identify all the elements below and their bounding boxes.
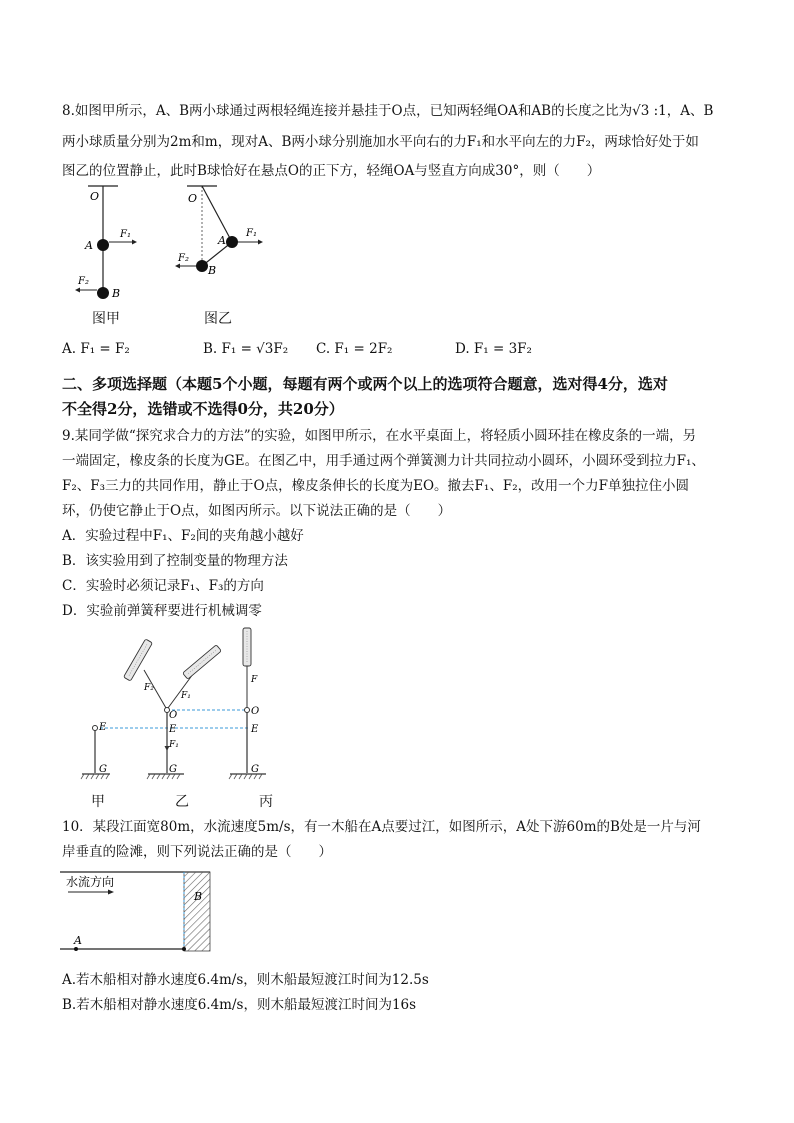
yi-label-f2: F₂ [178, 253, 189, 264]
q9-figures [80, 622, 280, 790]
q10-option-a: A.若木船相对静水速度6.4m/s，则木船最短渡江时间为12.5s [62, 972, 429, 988]
jia-label-a: A [85, 239, 93, 252]
q8-line-3: 图乙的位置静止，此时B球恰好在悬点O的正下方，轻绳OA与竖直方向成30°，则（ ） [62, 163, 601, 179]
yi-label-f1-down: F₁ [169, 740, 179, 750]
q10-option-b: B.若木船相对静水速度6.4m/s，则木船最短渡江时间为16s [62, 997, 417, 1013]
flow-direction-label: 水流方向 [66, 875, 115, 889]
yi-label-f1: F₁ [181, 691, 191, 701]
point-a [74, 947, 78, 951]
q9-line-2: 一端固定，橡皮条的长度为GE。在图乙中，用手通过两个弹簧测力计共同拉动小圆环，小圆环受到拉力F₁、 [62, 453, 705, 469]
bing-label-e: E [251, 724, 259, 735]
bing-label-f: F [251, 675, 258, 685]
jia-label-o: O [90, 190, 100, 203]
rapids-zone [184, 872, 210, 951]
yi-spring-scale-f2 [124, 639, 153, 681]
jia-label-f1: F₁ [120, 229, 131, 240]
q9-option-c: C．实验时必须记录F₁、F₃的方向 [62, 578, 264, 594]
yi-label-a: A [218, 234, 226, 247]
q9-line-1: 9.某同学做“探究求合力的方法”的实验，如图甲所示，在水平桌面上，将轻质小圆环挂在橡皮条的一端，另 [62, 428, 697, 444]
q8-option-c: C. F₁ = 2F₂ [316, 341, 393, 357]
q9-line-4: 环，仍使它静止于O点，如图丙所示。以下说法正确的是（ ） [62, 503, 452, 519]
q9-line-3: F₂、F₃三力的共同作用，静止于O点，橡皮条伸长的长度为EO。撤去F₁、F₂，改用一个力F单独拉住小圆 [62, 478, 689, 494]
yi-label-b: B [208, 264, 217, 277]
q8-figures [60, 180, 290, 305]
yi-label-g: G [169, 764, 177, 775]
yi-label-f1: F₁ [246, 228, 257, 239]
jia-ring [93, 726, 98, 731]
jia-ball-a [97, 239, 109, 251]
bing-ring [245, 708, 250, 713]
q9-option-a: A．实验过程中F₁、F₂间的夹角越小越好 [62, 528, 304, 544]
section2-header-line-2: 不全得2分，选错或不选得0分，共20分） [62, 400, 344, 418]
section2-header-line-1: 二、多项选择题（本题5个小题，每题有两个或两个以上的选项符合题意，选对得4分，选对 [62, 375, 668, 393]
label-a: A [74, 934, 82, 947]
yi-label-o: O [169, 710, 178, 721]
q8-option-b: B. F₁ = √3F₂ [203, 341, 289, 357]
q10-line-2: 岸垂直的险滩，则下列说法正确的是（ ） [62, 844, 332, 860]
yi-label-f2: F₂ [144, 683, 154, 693]
q8-line-1: 8.如图甲所示，A、B两小球通过两根轻绳连接并悬挂于O点，已知两轻绳OA和AB的长度之比为√3 :1，A、B [62, 103, 714, 119]
bing-label-o: O [251, 706, 260, 717]
yi-spring-scale-f1 [183, 645, 222, 679]
jia-label-g: G [99, 764, 107, 775]
bing-label-g: G [251, 764, 259, 775]
yi-ball-a [226, 236, 238, 248]
yi-label-e: E [169, 724, 177, 735]
fig-yi-caption: 图乙 [204, 311, 232, 327]
jia-label-e: E [99, 722, 107, 733]
point-b [182, 947, 186, 951]
q10-line-1: 10．某段江面宽80m，水流速度5m/s，有一木船在A点要过江，如图所示，A处下游60m的B处是一片与河 [62, 819, 701, 835]
q8-option-d: D. F₁ = 3F₂ [455, 341, 532, 357]
q9-fig-yi-caption: 乙 [175, 794, 189, 810]
q9-fig-jia-caption: 甲 [91, 794, 105, 810]
fig-jia-caption: 图甲 [92, 311, 120, 327]
jia-ball-b [97, 287, 109, 299]
jia-label-f2: F₂ [78, 276, 89, 287]
yi-rope-oa [202, 186, 232, 242]
jia-label-b: B [112, 287, 121, 300]
q9-option-b: B．该实验用到了控制变量的物理方法 [62, 553, 288, 569]
q9-fig-bing-caption: 丙 [259, 794, 273, 810]
q8-option-a: A. F₁ = F₂ [62, 341, 130, 357]
q9-option-d: D．实验前弹簧秤要进行机械调零 [62, 603, 262, 619]
q10-river-diagram [60, 866, 220, 956]
label-b: B [194, 890, 203, 903]
yi-label-o: O [188, 192, 198, 205]
yi-ball-b [196, 260, 208, 272]
q8-line-2: 两小球质量分别为2m和m，现对A、B两小球分别施加水平向右的力F₁和水平向左的力F₂，两球恰好处于如 [62, 134, 699, 150]
